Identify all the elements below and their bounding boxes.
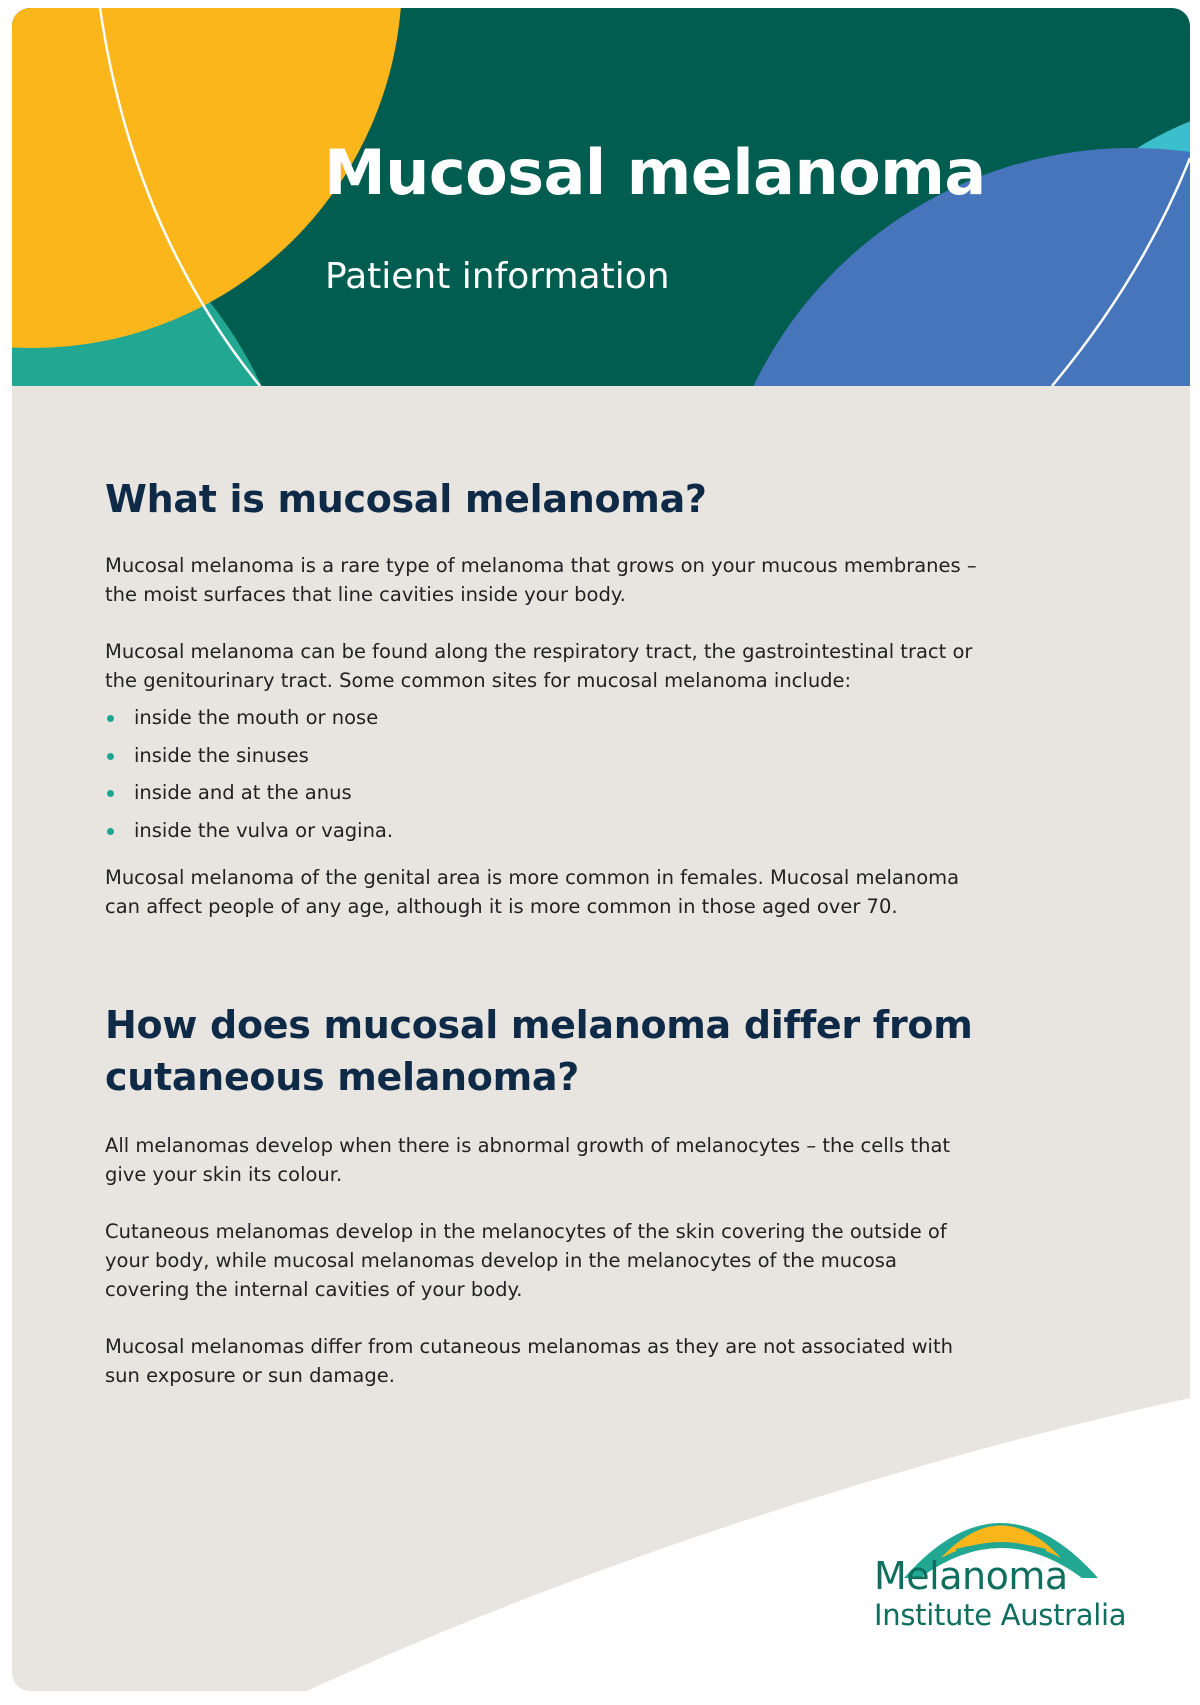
- melanoma-institute-logo: [874, 1498, 1154, 1648]
- paragraph: Mucosal melanoma can be found along the respiratory tract, the gastrointestinal tract or the genitourinary tract. Some common sites for mucosal melanoma include:: [105, 640, 973, 692]
- paragraph: Mucosal melanoma of the genital area is more common in females. Mucosal melanoma can affect people of any age, although it is more common in those aged over 70.: [105, 865, 960, 918]
- section-heading-how-differ: How does mucosal melanoma differ from cutaneous melanoma?: [105, 1002, 973, 1099]
- bullet-dot-icon: [107, 790, 114, 797]
- list-item-text: inside the sinuses: [134, 743, 309, 767]
- list-item-text: inside and at the anus: [134, 781, 352, 804]
- main-content: [105, 473, 985, 1390]
- section-heading-what-is: What is mucosal melanoma?: [105, 477, 707, 521]
- list-item-text: inside the vulva or vagina.: [134, 818, 394, 842]
- list-item: [105, 778, 985, 807]
- bullet-dot-icon: [107, 715, 114, 722]
- page-title: Mucosal melanoma: [324, 136, 986, 209]
- paragraph: Cutaneous melanomas develop in the melanocytes of the skin covering the outside of your body, while mucosal melanomas develop in the melanocytes of the mucosa covering the internal cavities of your body.: [105, 1219, 947, 1301]
- logo-text-institute: Institute Australia: [874, 1598, 1127, 1632]
- paragraph: Mucosal melanomas differ from cutaneous melanomas as they are not associated with sun exposure or sun damage.: [105, 1334, 953, 1387]
- brochure-page: [12, 8, 1190, 1691]
- paragraph: Mucosal melanoma is a rare type of melanoma that grows on your mucous membranes – the moist surfaces that line cavities inside your body.: [105, 554, 977, 606]
- page-subtitle: Patient information: [325, 256, 670, 297]
- logo-text-melanoma: Melanoma: [874, 1554, 1068, 1598]
- bullet-dot-icon: [107, 828, 114, 835]
- list-item: [105, 741, 985, 770]
- paragraph: All melanomas develop when there is abnormal growth of melanocytes – the cells that give your skin its colour.: [105, 1133, 951, 1186]
- list-item: [105, 816, 985, 845]
- bullet-dot-icon: [107, 753, 114, 760]
- list-item: [105, 703, 985, 732]
- list-item-text: inside the mouth or nose: [134, 706, 379, 729]
- sites-list: [105, 703, 985, 845]
- header-banner: [12, 8, 1190, 386]
